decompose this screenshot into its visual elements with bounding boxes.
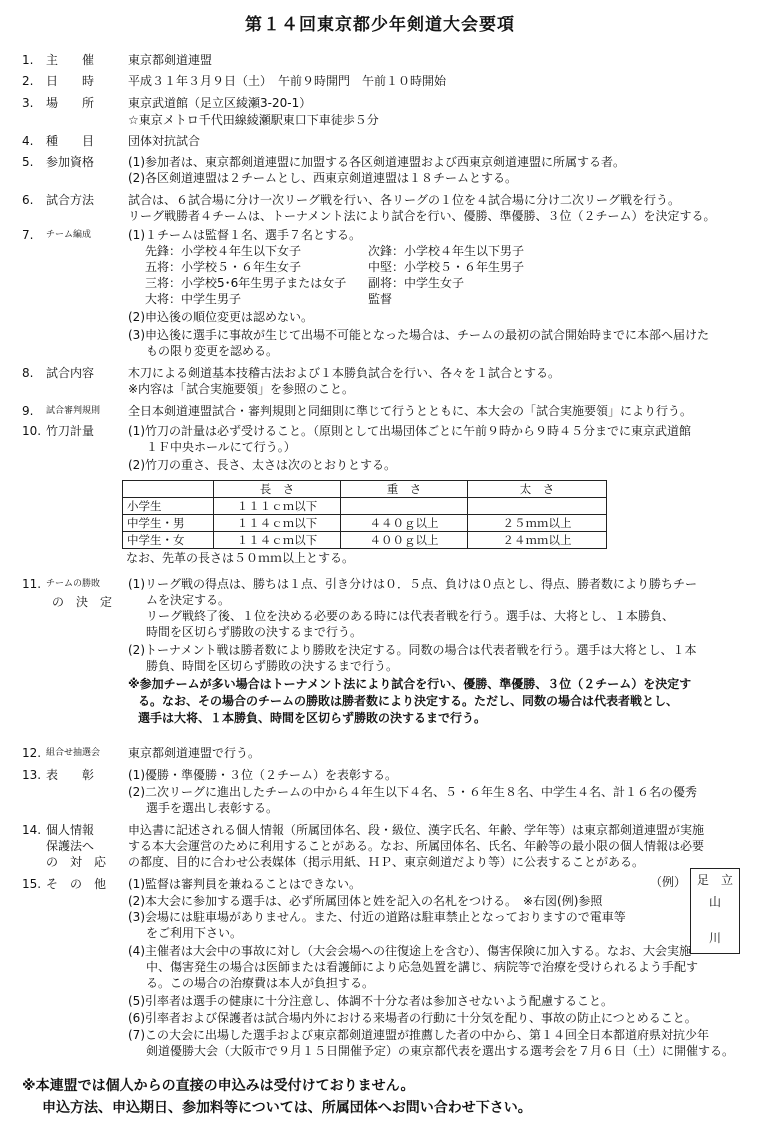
section-text-bold: 選手は大将、１本勝負、時間を区切らず勝敗の決するまで行う。 — [138, 711, 487, 725]
section-text: (1)竹刀の計量は必ず受けること。（原則として出場団体ごとに午前９時から９時４５分までに東京武道館 — [128, 424, 692, 438]
table-cell: １１４ｃｍ以下 — [214, 532, 341, 549]
section-number: 2. — [22, 74, 34, 88]
footer-note: 申込方法、申込期日、参加料等については、所属団体へお問い合わせ下さい。 — [42, 1100, 532, 1116]
table-cell: １１１ｃｍ以下 — [214, 498, 341, 515]
section-text: をご利用下さい。 — [146, 926, 243, 940]
table-row — [123, 498, 607, 515]
section-label: 日 時 — [46, 74, 95, 88]
section-label: 個人情報 — [46, 823, 95, 837]
section-number: 14. — [22, 823, 42, 837]
section-label: の 対 応 — [46, 855, 107, 869]
section-number: 5. — [22, 155, 34, 169]
table-cell — [468, 498, 607, 515]
roster-entry: 副将：中学生女子 — [368, 276, 465, 290]
section-text: 選手を選出し表彰する。 — [146, 801, 279, 815]
table-cell: ２４ｍｍ以上 — [468, 532, 607, 549]
section-label: 竹刀計量 — [46, 424, 95, 438]
nameplate-char: 山 — [709, 895, 722, 909]
nameplate-char: 足 — [697, 873, 710, 887]
section-text: 試合は、６試合場に分け一次リーグ戦を行い、各リーグの１位を４試合場に分け二次リーグ戦を行う。 — [128, 193, 681, 207]
section-text: ※内容は「試合実施要領」を参照のこと。 — [128, 382, 355, 396]
table-cell: ４４０ｇ以上 — [341, 515, 468, 532]
roster-entry: 中堅：小学校５・６年生男子 — [368, 260, 525, 274]
roster-entry: 大将：中学生男子 — [145, 292, 242, 306]
roster-entry: 監督 — [368, 292, 393, 306]
section-text: 東京都剣道連盟で行う。 — [128, 746, 261, 760]
nameplate-char: 立 — [721, 873, 734, 887]
section-number: 3. — [22, 96, 34, 110]
roster-entry: 五将：小学校５・６年生女子 — [145, 260, 302, 274]
section-number: 13. — [22, 768, 42, 782]
section-text: ☆東京メトロ千代田線綾瀬駅東口下車徒歩５分 — [128, 113, 379, 127]
table-header-row — [123, 481, 607, 498]
section-text: (2)本大会に参加する選手は、必ず所属団体と姓を記入の名札をつける。 ※右図(例)参照 — [128, 894, 603, 908]
section-text: (1)１チームは監督１名、選手７名とする。 — [128, 228, 361, 242]
section-text: (1)優勝・準優勝・３位（２チーム）を表彰する。 — [128, 768, 397, 782]
table-cell: 中学生・男 — [123, 515, 214, 532]
section-number: 10. — [22, 424, 42, 438]
section-text: 団体対抗試合 — [128, 134, 201, 148]
nameplate-example — [690, 868, 740, 954]
table-row — [123, 515, 607, 532]
section-label: 種 目 — [46, 134, 95, 148]
section-label: 表 彰 — [46, 768, 95, 782]
nameplate-char: 川 — [709, 931, 722, 945]
section-label: そ の 他 — [46, 877, 107, 891]
section-text: 平成３１年３月９日（土） 午前９時開門 午前１０時開始 — [128, 74, 447, 88]
section-number: 15. — [22, 877, 42, 891]
section-label: チームの勝敗 — [46, 579, 101, 589]
section-text-bold: る。なお、その場合のチームの勝敗は勝者数により決定する。ただし、同数の場合は代表者戦とし、 — [138, 694, 679, 708]
table-cell: 小学生 — [123, 498, 214, 515]
section-text: (3)会場には駐車場がありません。また、付近の道路は駐車禁止となっておりますので電車等 — [128, 910, 626, 924]
section-number: 6. — [22, 193, 34, 207]
section-label: チーム編成 — [46, 230, 92, 240]
table-row — [123, 532, 607, 549]
section-number: 9. — [22, 404, 34, 418]
section-text: 時間を区切らず勝敗の決するまで行う。 — [146, 625, 363, 639]
section-text: １Ｆ中央ホールにて行う。） — [146, 440, 296, 454]
section-text: (2)二次リーグに進出したチームの中から４年生以下４名、５・６年生８名、中学生４名、計１６名の優秀 — [128, 785, 698, 799]
section-number: 12. — [22, 746, 42, 760]
section-text: なお、先革の長さは５０ｍｍ以上とする。 — [126, 551, 355, 565]
section-text: 剣道優勝大会（大阪市で９月１５日開催予定）の東京都代表を選出する選考会を７月６日（土）に開催する。 — [146, 1044, 735, 1058]
section-text: (2)申込後の順位変更は認めない。 — [128, 310, 313, 324]
section-label: 試合審判規則 — [46, 406, 101, 416]
section-text: 申込書に記述される個人情報（所属団体名、段・級位、漢字氏名、年齢、学年等）は東京都剣道連盟が実施 — [128, 823, 705, 837]
section-text: ムを決定する。 — [146, 593, 231, 607]
section-number: 11. — [22, 577, 42, 591]
section-label: 場 所 — [46, 96, 95, 110]
shinai-spec-table — [122, 480, 607, 549]
page-title: 第１４回東京都少年剣道大会要項 — [245, 15, 515, 35]
section-number: 1. — [22, 53, 34, 67]
section-label: 試合方法 — [46, 193, 95, 207]
example-label: （例） — [650, 875, 687, 889]
section-text: (2)トーナメント戦は勝者数により勝敗を決定する。同数の場合は代表者戦を行う。選手は大将とし、１本 — [128, 643, 697, 657]
section-text: (2)各区剣道連盟は２チームとし、西東京剣道連盟は１８チームとする。 — [128, 171, 518, 185]
table-cell: ４００ｇ以上 — [341, 532, 468, 549]
section-text: る。この場合の治療費は本人が負担する。 — [146, 976, 375, 990]
section-label: 組合せ抽選会 — [46, 748, 101, 758]
section-text: 全日本剣道連盟試合・審判規則と同細則に準じて行うとともに、本大会の「試合実施要領」により行う。 — [128, 404, 693, 418]
section-text: の都度、目的に合わせ公表媒体（掲示用紙、ＨＰ、東京剣道だより等）に公表することがある。 — [128, 855, 645, 869]
section-text: 中、傷害発生の場合は医師または看護師により応急処置を講じ、病院等で治療を受けられるよう手配す — [146, 960, 699, 974]
section-text: する本大会運営のために利用することがある。なお、所属団体名、氏名、年齢等の最小限の個人情報は必要 — [128, 839, 705, 853]
section-text: もの限り変更を認める。 — [146, 344, 279, 358]
section-text: 東京都剣道連盟 — [128, 53, 213, 67]
section-text: (1)リーグ戦の得点は、勝ちは１点、引き分けは０．５点、負けは０点とし、得点、勝者数により勝ちチー — [128, 577, 698, 591]
section-text: リーグ戦勝者４チームは、トーナメント法により試合を行い、優勝、準優勝、３位（２チーム）を決定する。 — [128, 209, 716, 223]
table-header-cell: 長 さ — [214, 481, 341, 498]
footer-note: ※本連盟では個人からの直接の申込みは受付けておりません。 — [22, 1078, 415, 1094]
table-cell: 中学生・女 — [123, 532, 214, 549]
section-number: 7. — [22, 228, 34, 242]
section-text: (1)参加者は、東京都剣道連盟に加盟する各区剣道連盟および西東京剣道連盟に所属する者。 — [128, 155, 626, 169]
section-label: 試合内容 — [46, 366, 95, 380]
roster-entry: 三将：小学校5･6年生男子または女子 — [145, 276, 347, 290]
section-label: の 決 定 — [52, 595, 113, 609]
section-text: (6)引率者および保護者は試合場内外における来場者の行動に十分気を配り、事故の防止につとめること。 — [128, 1011, 697, 1025]
table-header-cell: 重 さ — [341, 481, 468, 498]
section-text: 東京武道館（足立区綾瀬3-20-1） — [128, 96, 312, 110]
table-cell — [341, 498, 468, 515]
section-label: 参加資格 — [46, 155, 95, 169]
section-label: 保護法へ — [46, 839, 95, 853]
section-text: 勝負、時間を区切らず勝敗の決するまで行う。 — [146, 659, 399, 673]
section-text: (5)引率者は選手の健康に十分注意し、体調不十分な者は参加させないよう配慮すること。 — [128, 994, 614, 1008]
table-header-cell — [123, 481, 214, 498]
section-label: 主 催 — [46, 53, 95, 67]
section-text: (7)この大会に出場した選手および東京都剣道連盟が推薦した者の中から、第１４回全日本都道府県対抗少年 — [128, 1028, 710, 1042]
section-number: 4. — [22, 134, 34, 148]
section-number: 8. — [22, 366, 34, 380]
table-header-cell: 太 さ — [468, 481, 607, 498]
section-text-bold: ※参加チームが多い場合はトーナメント法により試合を行い、優勝、準優勝、３位（２チーム）を決定す — [128, 677, 692, 691]
section-text: (4)主催者は大会中の事故に対し（大会会場への往復途上を含む）、傷害保険に加入する。なお、大会実施 — [128, 944, 692, 958]
section-text: (1)監督は審判員を兼ねることはできない。 — [128, 877, 361, 891]
section-text: (2)竹刀の重さ、長さ、太さは次のとおりとする。 — [128, 458, 397, 472]
section-text: リーグ戦終了後、１位を決める必要のある時には代表者戦を行う。選手は、大将とし、１本勝負、 — [146, 609, 675, 623]
roster-entry: 次鋒：小学校４年生以下男子 — [368, 244, 525, 258]
section-text: 木刀による剣道基本技稽古法および１本勝負試合を行い、各々を１試合とする。 — [128, 366, 561, 380]
roster-entry: 先鋒：小学校４年生以下女子 — [145, 244, 302, 258]
table-cell: １１４ｃｍ以下 — [214, 515, 341, 532]
table-cell: ２５ｍｍ以上 — [468, 515, 607, 532]
section-text: (3)申込後に選手に事故が生じて出場不可能となった場合は、チームの最初の試合開始時までに本部へ届けた — [128, 328, 710, 342]
